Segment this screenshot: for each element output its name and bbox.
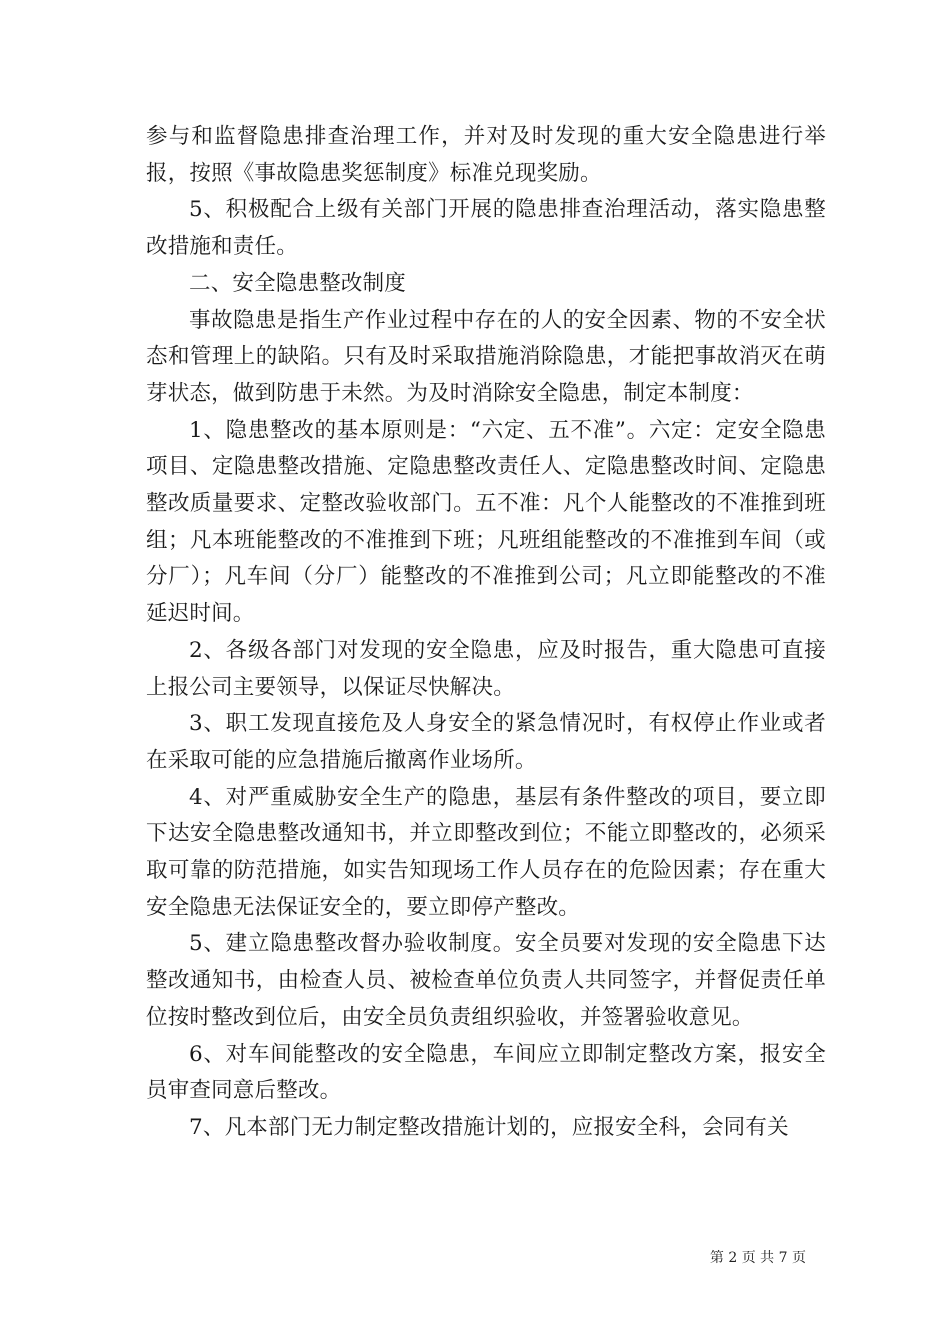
paragraph-intro: 事故隐患是指生产作业过程中存在的人的安全因素、物的不安全状态和管理上的缺陷。只有及时采取措施消除隐患，才能把事故消灭在萌芽状态，做到防患于未然。为及时消除安全隐患，制定本制度： <box>146 307 826 406</box>
paragraph-item-1-principles: 1、隐患整改的基本原则是：“六定、五不准”。六定：定安全隐患项目、定隐患整改措施、定隐患整改责任人、定隐患整改时间、定隐患整改质量要求、定整改验收部门。五不准：凡个人能整改的不准推到班组；凡本班能整改的不准推到下班；凡班组能整改的不准推到车间（或分厂）；凡车间（分厂）能整改的不准推到公司；凡立即能整改的不准延迟时间。 <box>146 417 826 627</box>
paragraph-item-7-department: 7、凡本部门无力制定整改措施计划的，应报安全科，会同有关 <box>189 1114 789 1140</box>
paragraph-item-3-emergency: 3、职工发现直接危及人身安全的紧急情况时，有权停止作业或者在采取可能的应急措施后撤离作业场所。 <box>146 711 826 773</box>
page-number: 第 2 页 共 7 页 <box>709 1250 806 1266</box>
paragraph-item-4-serious-hazards: 4、对严重威胁安全生产的隐患，基层有条件整改的项目，要立即下达安全隐患整改通知书，并立即整改到位；不能立即整改的，必须采取可靠的防范措施，如实告知现场工作人员存在的危险因素；存在重大安全隐患无法保证安全的，要立即停产整改。 <box>146 784 826 920</box>
paragraph-continuation: 参与和监督隐患排查治理工作，并对及时发现的重大安全隐患进行举报，按照《事故隐患奖惩制度》标准兑现奖励。 <box>146 124 826 186</box>
paragraph-item-2-report: 2、各级各部门对发现的安全隐患，应及时报告，重大隐患可直接上报公司主要领导，以保证尽快解决。 <box>146 637 826 700</box>
document-body <box>146 119 826 1147</box>
paragraph-item-6-workshop: 6、对车间能整改的安全隐患，车间应立即制定整改方案，报安全员审查同意后整改。 <box>146 1041 826 1104</box>
section-heading: 二、安全隐患整改制度 <box>189 270 407 296</box>
paragraph-item-5-supervision: 5、建立隐患整改督办验收制度。安全员要对发现的安全隐患下达整改通知书，由检查人员、被检查单位负责人共同签字，并督促责任单位按时整改到位后，由安全员负责组织验收，并签署验收意见。 <box>146 931 826 1030</box>
paragraph-item-5-cooperation: 5、积极配合上级有关部门开展的隐患排查治理活动，落实隐患整改措施和责任。 <box>146 197 826 260</box>
